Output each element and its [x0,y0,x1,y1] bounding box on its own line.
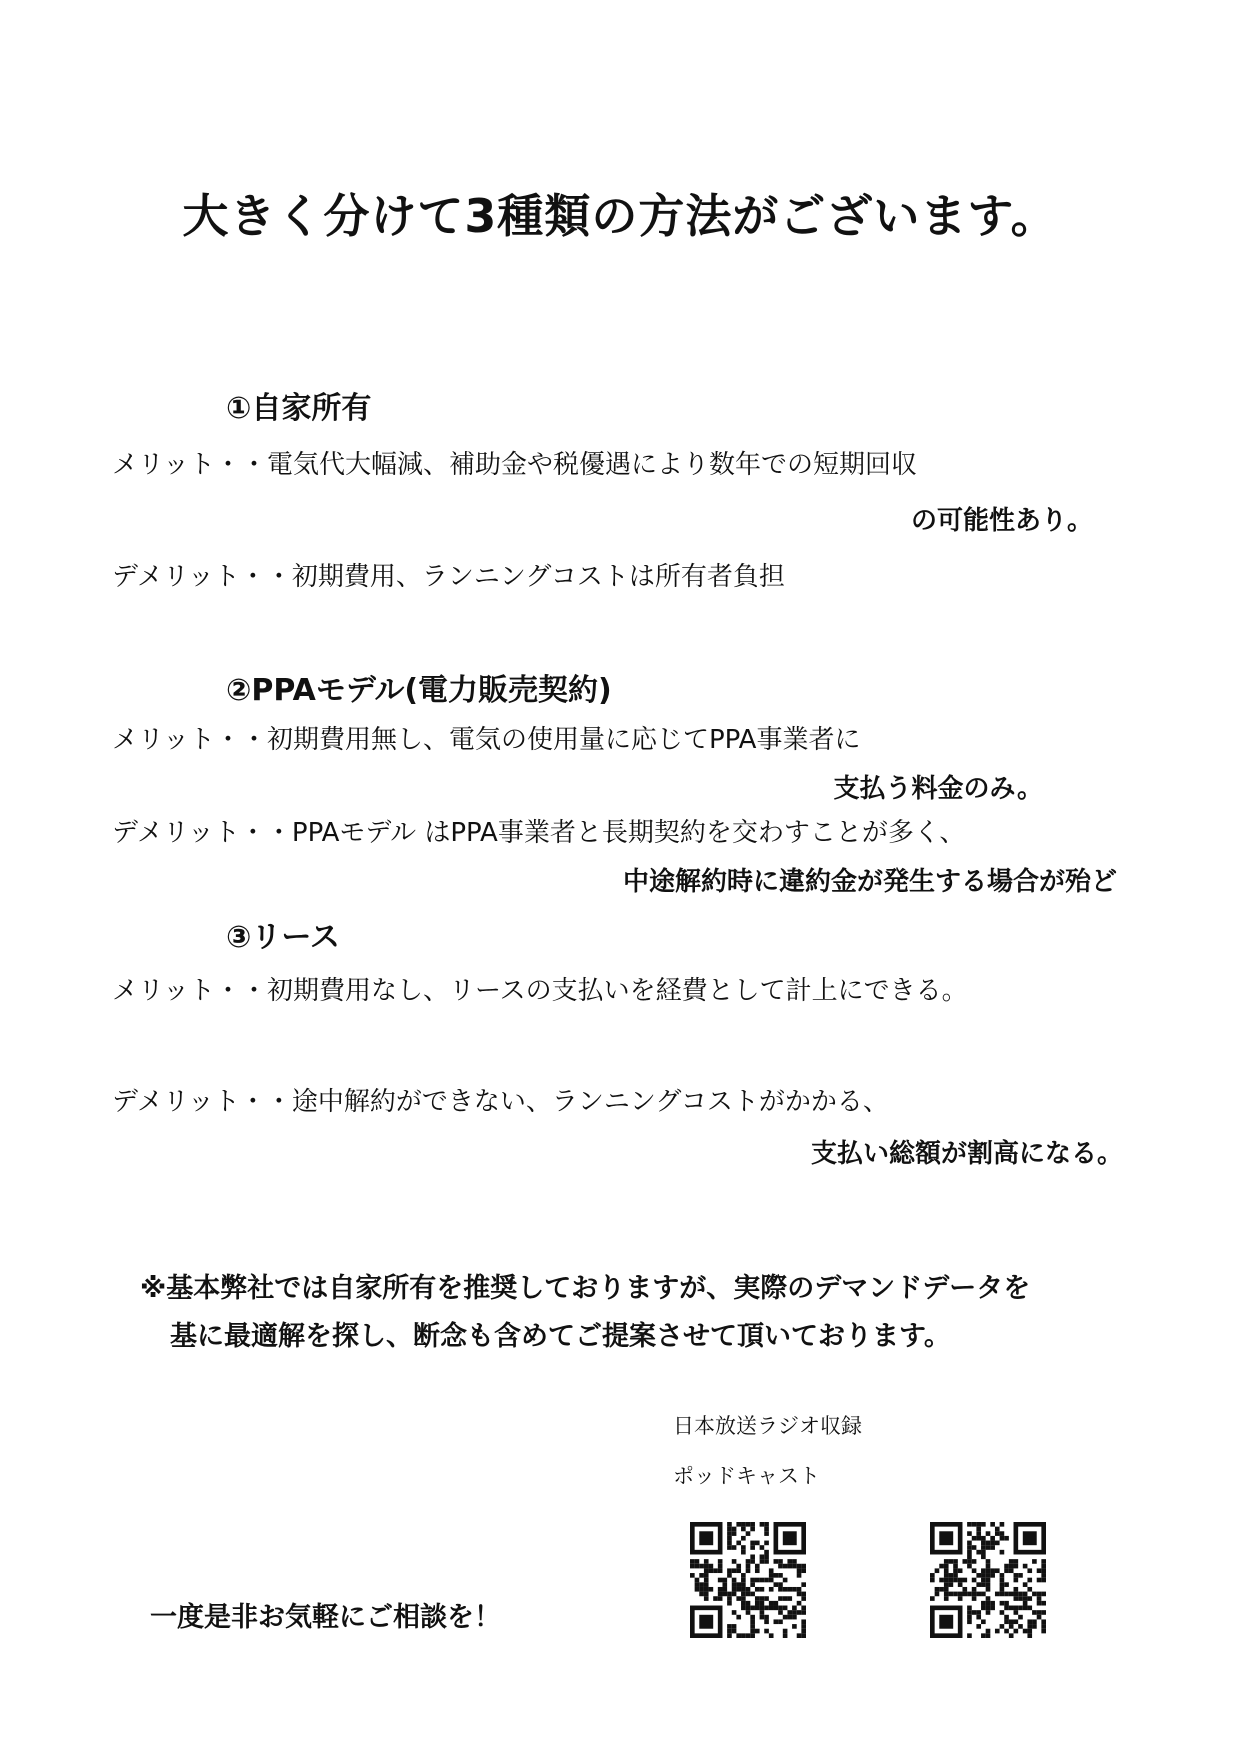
section-1-merit-cont: の可能性あり。 [910,506,1093,536]
section-1-merit: メリット・・電気代大幅減、補助金や税優遇により数年での短期回収 [112,450,917,480]
page-title: 大きく分けて3種類の方法がございます。 [182,189,1058,243]
section-1-demerit: デメリット・・初期費用、ランニングコストは所有者負担 [112,562,785,592]
section-2-merit-cont: 支払う料金のみ。 [833,774,1043,804]
section-3-heading: ③リース [226,920,340,955]
recommendation-note-line1: ※基本弊社では自家所有を推奨しておりますが、実際のデマンドデータを [140,1273,1031,1304]
podcast-qr-code[interactable] [920,1522,1056,1638]
section-2-heading: ②PPAモデル(電力販売契約) [226,673,612,708]
section-1-heading: ①自家所有 [226,391,372,426]
section-2-merit: メリット・・初期費用無し、電気の使用量に応じてPPA事業者に [112,725,861,755]
section-3-demerit: デメリット・・途中解約ができない、ランニングコストがかかる、 [112,1087,889,1117]
podcast-label: ポッドキャスト [673,1464,820,1488]
section-2-demerit-cont: 中途解約時に違約金が発生する場合が殆ど [622,867,1117,897]
radio-label: 日本放送ラジオ収録 [673,1414,862,1438]
section-3-demerit-cont: 支払い総額が割高になる。 [810,1139,1123,1169]
consultation-cta: 一度是非お気軽にご相談を！ [150,1602,501,1633]
recommendation-note-line2: 基に最適解を探し、断念も含めてご提案させて頂いております。 [170,1321,951,1352]
radio-qr-code[interactable] [680,1522,816,1638]
section-2-demerit: デメリット・・PPAモデル はPPA事業者と長期契約を交わすことが多く、 [112,818,966,848]
section-3-merit: メリット・・初期費用なし、リースの支払いを経費として計上にできる。 [112,976,968,1006]
